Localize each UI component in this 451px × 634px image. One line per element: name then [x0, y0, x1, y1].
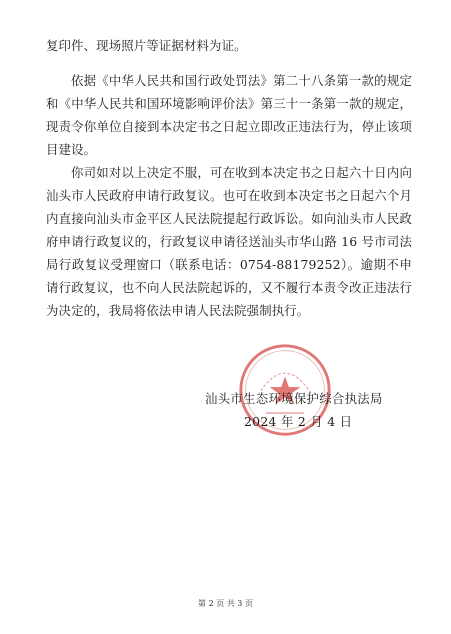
paragraph-evidence: 复印件、现场照片等证据材料为证。 [46, 38, 247, 53]
paragraph-legal-basis: 依据《中华人民共和国行政处罚法》第二十八条第一款的规定和《中华人民共和国环境影响评价法》第三十一条第一款的规定，现责令你单位自接到本决定书之日起立即改正违法行为，停止该项目建设。 [46, 73, 412, 157]
page-number: 第 2 页 共 3 页 [198, 599, 253, 608]
signature-date: 2024 年 2 月 4 日 [244, 414, 353, 429]
paragraph-appeal-rights: 你司如对以上决定不服，可在收到本决定书之日起六十日内向汕头市人民政府申请行政复议。也可在收到本决定书之日起六个月内直接向汕头市金平区人民法院提起行政诉讼。如向汕头市人民政府申请行政复议的，行政复议申请径送汕头市华山路 16 号市司法局行政复议受理窗口（联系电话：0754-88179252）。逾期不申请行政复议，也不向人民法院起诉的，又不履行本责令改正违法行为决定的，我局将依法申请人民法院强制执行。 [46, 165, 412, 318]
signature-organization: 汕头市生态环境保护综合执法局 [205, 391, 383, 406]
